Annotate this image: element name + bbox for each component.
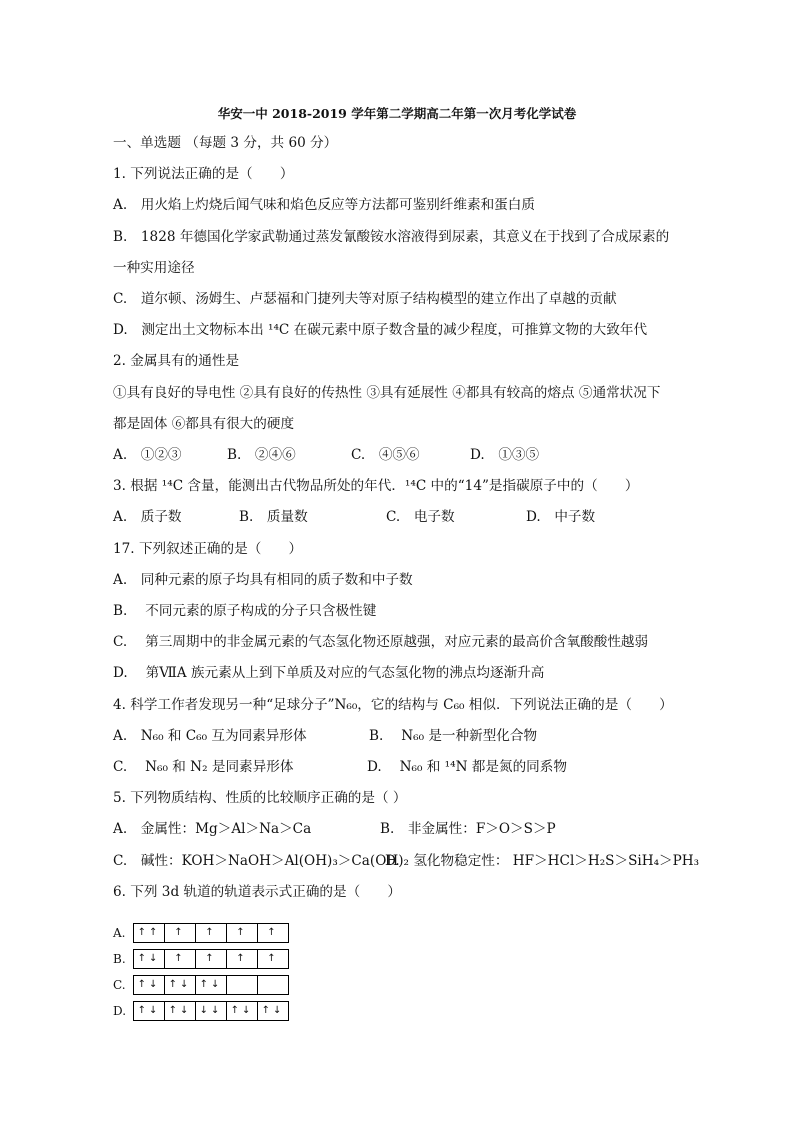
orbital-row-b (113, 948, 289, 969)
q17-option-b: B. 不同元素的原子构成的分子只含极性键 (113, 603, 377, 619)
q4-stem: 4. 科学工作者发现另一种“足球分子”N₆₀，它的结构与 C₆₀ 相似．下列说法正确的是（ ） (113, 697, 673, 713)
q3-option-a: A. 质子数 (113, 509, 182, 525)
q1-option-b: B. 1828 年德国化学家武勒通过蒸发氰酸铵水溶液得到尿素，其意义在于找到了合成尿素的 (113, 229, 670, 245)
q2-option-b: B. ②④⑥ (227, 447, 296, 463)
q3-option-d: D. 中子数 (526, 509, 596, 525)
orbital-box: ↑↓ (165, 1002, 196, 1020)
orbital-box: ↑↓ (134, 950, 165, 968)
orbital-box: ↑↓ (134, 1002, 165, 1020)
q17-option-a: A. 同种元素的原子均具有相同的质子数和中子数 (113, 572, 413, 588)
q17-option-d: D. 第ⅦA 族元素从上到下单质及对应的气态氢化物的沸点均逐渐升高 (113, 665, 545, 681)
q3-stem: 3. 根据 ¹⁴C 含量，能测出古代物品所处的年代．¹⁴C 中的“14”是指碳原子中的（ ） (113, 478, 639, 494)
orbital-box: ↑↓ (261, 1004, 285, 1016)
q2-option-c: C. ④⑤⑥ (351, 447, 420, 463)
orbital-boxes (133, 923, 289, 943)
exam-title: 华安一中 2018-2019 学年第二学期高二年第一次月考化学试卷 (217, 106, 577, 121)
orbital-box: ↑↑ (134, 924, 165, 942)
orbital-box: ↓↓ (196, 1002, 227, 1020)
q5-option-a: A. 金属性：Mg＞Al＞Na＞Ca (113, 821, 312, 837)
orbital-box: ↑ (165, 924, 196, 942)
q1-option-d: D. 测定出土文物标本出 ¹⁴C 在碳元素中原子数含量的减少程度，可推算文物的大致年代 (113, 322, 648, 338)
orbital-row-a (113, 922, 289, 943)
orbital-diagrams (113, 922, 289, 1026)
q4-option-a: A. N₆₀ 和 C₆₀ 互为同素异形体 (113, 728, 307, 744)
orbital-box: ↑ (267, 952, 279, 964)
section-heading: 一、单选题 （每题 3 分，共 60 分） (113, 135, 338, 151)
orbital-box (258, 976, 288, 994)
q4-option-d: D. N₆₀ 和 ¹⁴N 都是氮的同系物 (367, 759, 567, 775)
q6-stem: 6. 下列 3d 轨道的轨道表示式正确的是（ ） (113, 884, 401, 900)
orbital-row-c (113, 974, 289, 995)
q17-option-c: C. 第三周期中的非金属元素的气态氢化物还原越强，对应元素的最高价含氧酸酸性越弱 (113, 634, 649, 650)
q1-option-c: C. 道尔顿、汤姆生、卢瑟福和门捷列夫等对原子结构模型的建立作出了卓越的贡献 (113, 291, 617, 307)
orbital-box: ↑ (227, 950, 258, 968)
orbital-box: ↑↓ (165, 976, 196, 994)
orbital-box: ↑↓ (196, 976, 227, 994)
q2-stem: 2. 金属具有的通性是 (113, 353, 240, 369)
q2-option-d: D. ①③⑤ (470, 447, 540, 463)
q5-option-c: C. 碱性：KOH＞NaOH＞Al(OH)₃＞Ca(OH)₂ (113, 853, 409, 869)
orbital-box: ↑ (267, 926, 279, 938)
q1-option-a: A. 用火焰上灼烧后闻气味和焰色反应等方法都可鉴别纤维素和蛋白质 (113, 197, 535, 213)
orbital-boxes (133, 975, 289, 995)
orbital-box: ↑↓ (134, 976, 165, 994)
orbital-box: ↑ (196, 924, 227, 942)
q17-stem: 17. 下列叙述正确的是（ ） (113, 541, 303, 557)
orbital-row-d (113, 1000, 289, 1021)
q5-option-b: B. 非金属性：F＞O＞S＞P (380, 821, 556, 837)
orbital-box (227, 976, 258, 994)
orbital-row-label: A. (113, 925, 126, 940)
q2-option-a: A. ①②③ (113, 447, 182, 463)
q5-stem: 5. 下列物质结构、性质的比较顺序正确的是（ ） (113, 790, 407, 806)
orbital-boxes (133, 1001, 289, 1021)
orbital-box: ↑ (165, 950, 196, 968)
q5-option-d: D. 氢化物稳定性： HF＞HCl＞H₂S＞SiH₄＞PH₃ (385, 853, 700, 869)
orbital-boxes (133, 949, 289, 969)
q3-option-c: C. 电子数 (386, 509, 455, 525)
orbital-box: ↑↓ (227, 1002, 258, 1020)
orbital-box: ↑ (196, 950, 227, 968)
q4-option-c: C. N₆₀ 和 N₂ 是同素异形体 (113, 759, 294, 775)
orbital-row-label: D. (113, 1003, 127, 1018)
q1-stem: 1. 下列说法正确的是（ ） (113, 166, 294, 182)
q1-option-b-cont: 一种实用途径 (113, 260, 195, 276)
orbital-box: ↑ (227, 924, 258, 942)
q2-text-1: ①具有良好的导电性 ②具有良好的传热性 ③具有延展性 ④都具有较高的熔点 ⑤通常状况下 (113, 385, 661, 401)
orbital-row-label: B. (113, 951, 126, 966)
orbital-row-label: C. (113, 977, 126, 992)
q3-option-b: B. 质量数 (239, 509, 308, 525)
q2-text-2: 都是固体 ⑥都具有很大的硬度 (113, 416, 295, 432)
q4-option-b: B. N₆₀ 是一种新型化合物 (369, 728, 538, 744)
